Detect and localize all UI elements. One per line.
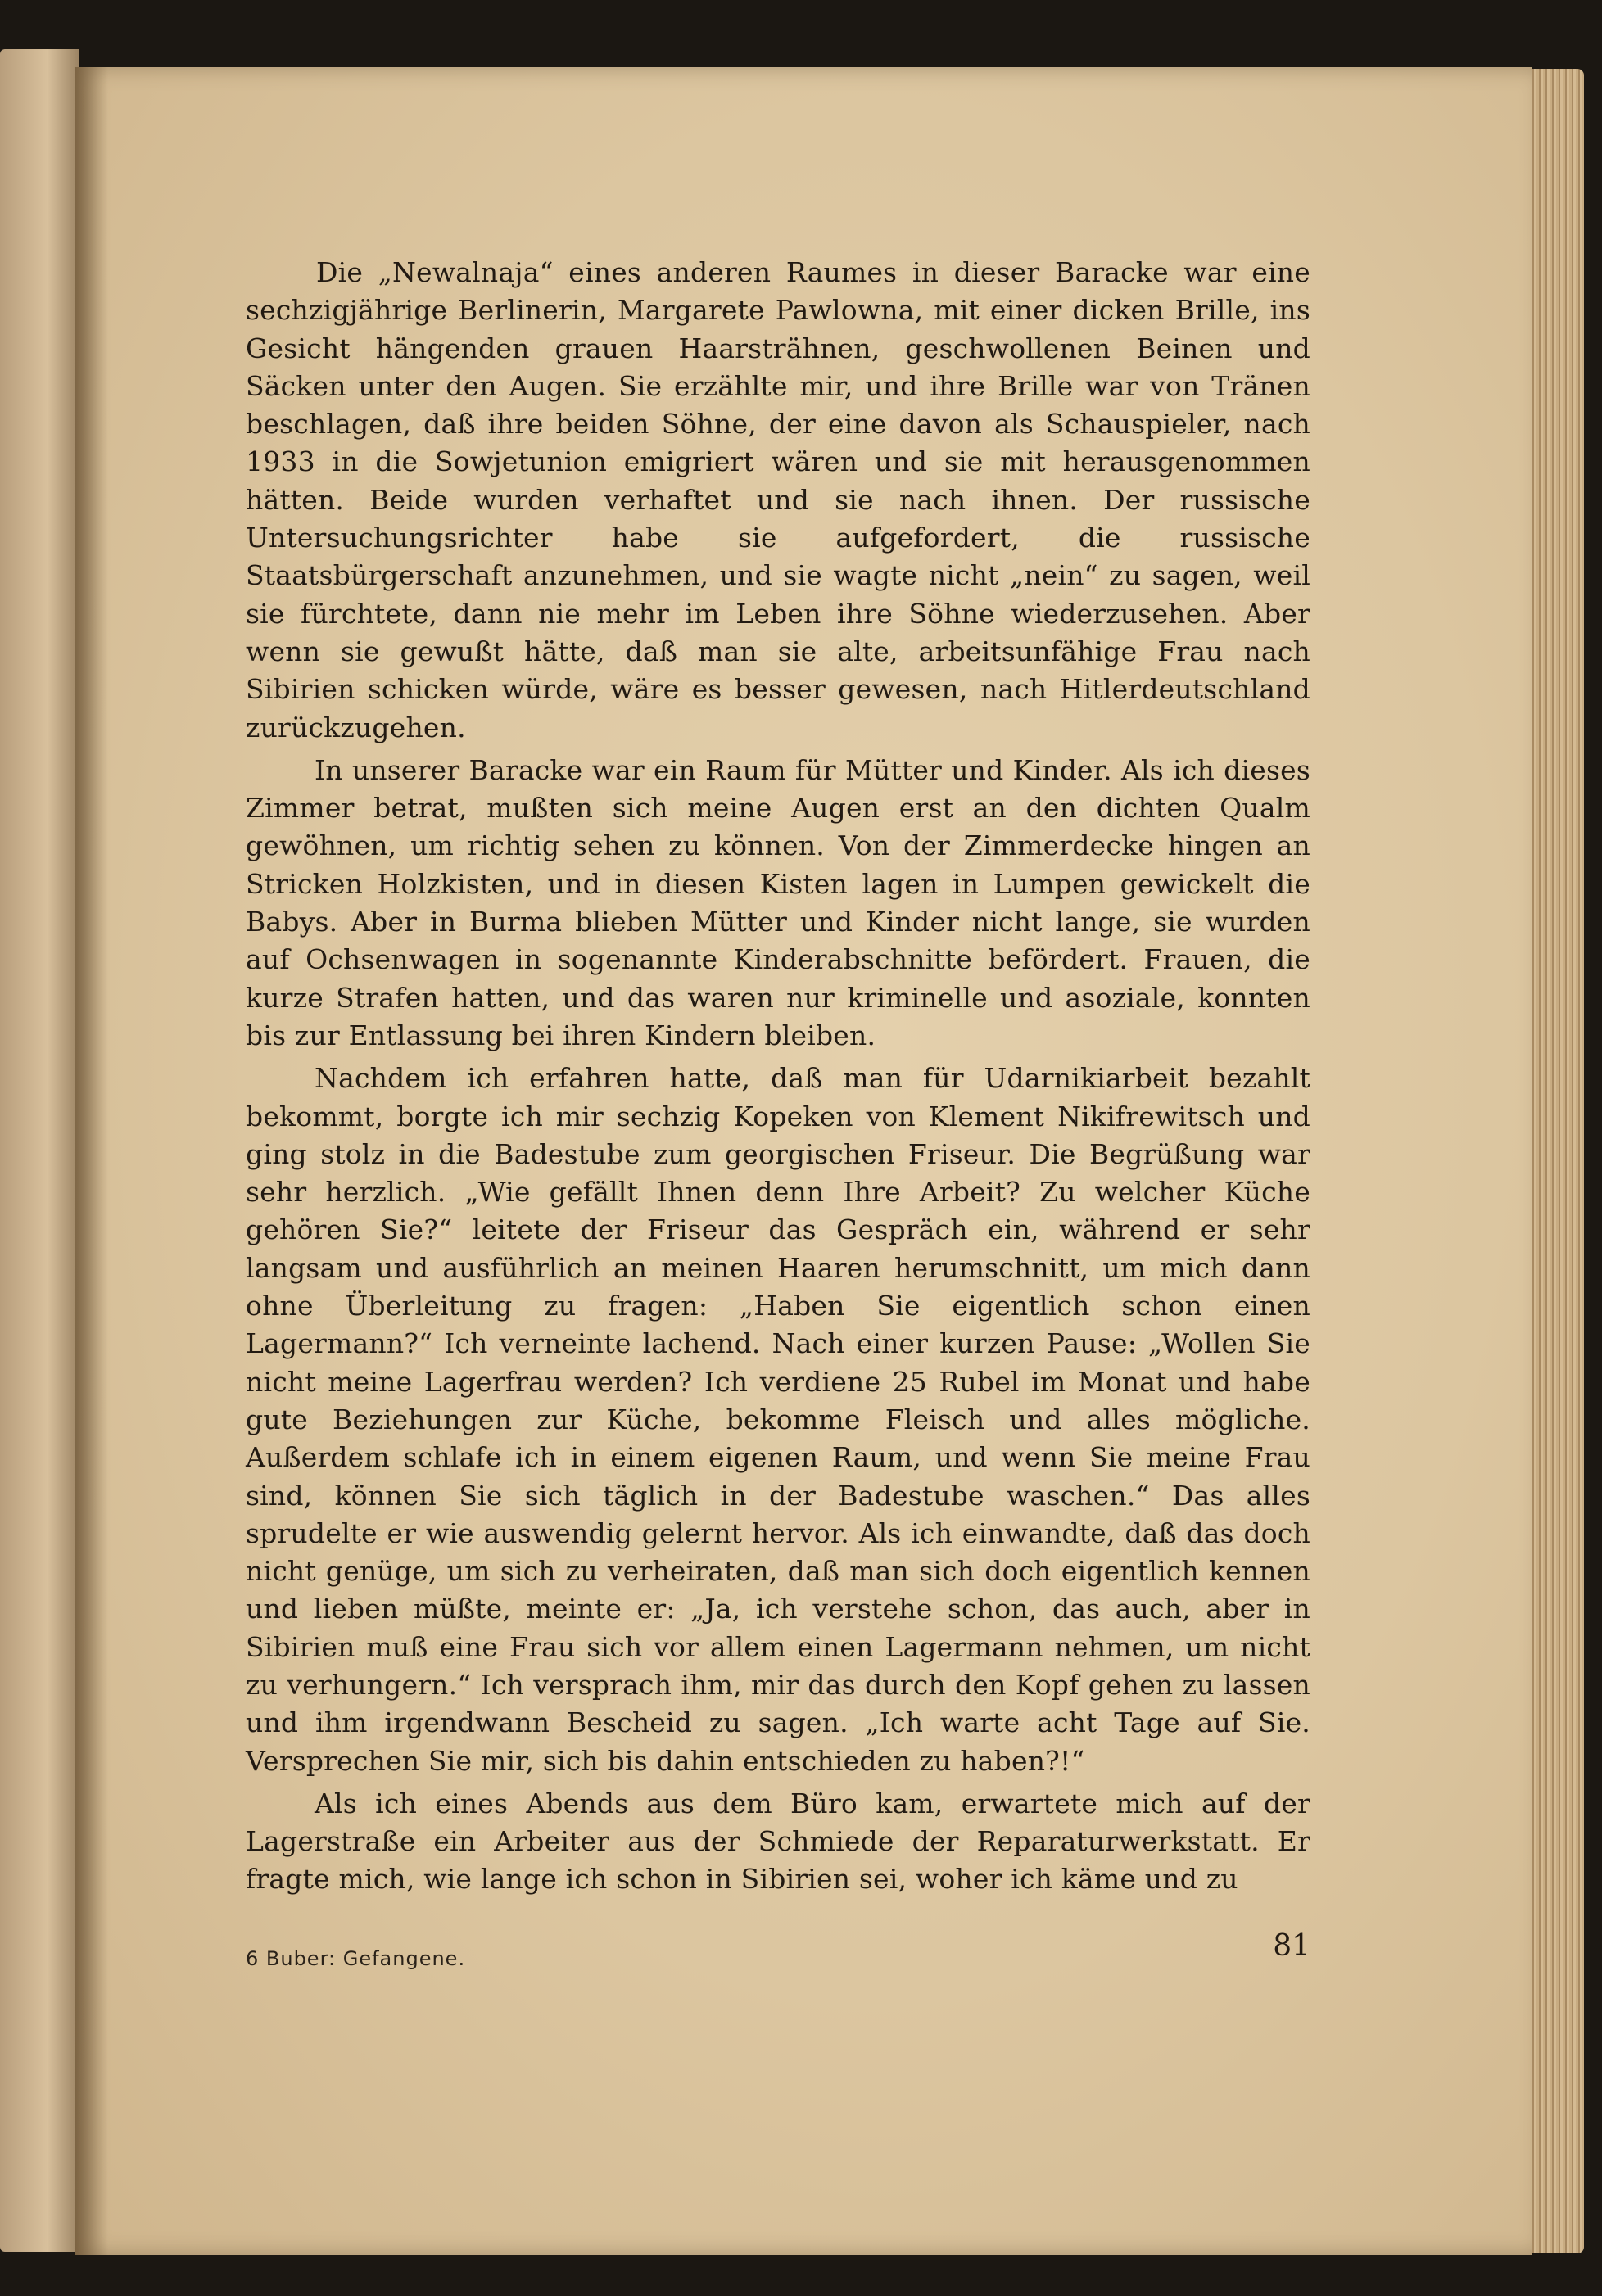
facing-page-edge [0, 49, 79, 2252]
paragraph: Die „Newalnaja“ eines anderen Raumes in dieser Baracke war eine sechzigjährige Berlinerin, Margarete Pawlowna, mit einer dicken Brille, ins Gesicht hängenden grauen Haarsträhnen, geschwollenen Beinen und Säcken unter den Augen. Sie erzählte mir, und ihre Brille war von Tränen beschlagen, daß ihre beiden Söhne, der eine davon als Schauspieler, nach 1933 in die Sowjetunion emigriert wären und sie mit herausgenommen hätten. Beide wurden verhaftet und sie nach ihnen. Der russische Untersuchungsrichter habe sie aufgefordert, die russische Staatsbürgerschaft anzunehmen, und sie wagte nicht „nein“ zu sagen, weil sie fürchtete, dann nie mehr im Leben ihre Söhne wiederzusehen. Aber wenn sie gewußt hätte, daß man sie alte, arbeitsunfähige Frau nach Sibirien schicken würde, wäre es besser gewesen, nach Hitlerdeutschland zurückzugehen. [246, 256, 1310, 743]
paragraph: Nachdem ich erfahren hatte, daß man für Udarnikiarbeit bezahlt bekommt, borgte ich mir sechzig Kopeken von Klement Nikifrewitsch und ging stolz in die Badestube zum georgischen Friseur. Die Begrüßung war sehr herzlich. „Wie gefällt Ihnen denn Ihre Arbeit? Zu welcher Küche gehören Sie?“ leitete der Friseur das Gespräch ein, während er sehr langsam und ausführlich an meinen Haaren herumschnitt, um mich dann ohne Überleitung zu fragen: „Haben Sie eigentlich schon einen Lagermann?“ Ich verneinte lachend. Nach einer kurzen Pause: „Wollen Sie nicht meine Lagerfrau werden? Ich verdiene 25 Rubel im Monat und habe gute Beziehungen zur Küche, bekomme Fleisch und alles mögliche. Außerdem schlafe ich in einem eigenen Raum, und wenn Sie meine Frau sind, können Sie sich täglich in der Badestube waschen.“ Das alles sprudelte er wie auswendig gelernt hervor. Als ich einwandte, daß das doch nicht genüge, um sich zu verheiraten, daß man sich doch eigentlich kennen und lieben müßte, meinte er: „Ja, ich verstehe schon, das auch, aber in Sibirien muß eine Frau sich vor allem einen Lagermann nehmen, um nicht zu verhungern.“ Ich versprach ihm, mir das durch den Kopf gehen zu lassen und ihm irgendwann Bescheid zu sagen. „Ich warte acht Tage auf Sie. Versprechen Sie mir, sich bis dahin entschieden zu haben?!“ [246, 1062, 1310, 1777]
paragraph: Als ich eines Abends aus dem Büro kam, erwartete mich auf der Lagerstraße ein Arbeiter aus der Schmiede der Reparaturwerkstatt. Er fragte mich, wie lange ich schon in Sibirien sei, woher ich käme und zu [246, 1787, 1310, 1896]
printer-signature: 6 Buber: Gefangene. [246, 1947, 466, 1970]
body-text [246, 254, 1310, 1904]
page-gutter-shadow [75, 67, 108, 2255]
paragraph: In unserer Baracke war ein Raum für Mütter und Kinder. Als ich dieses Zimmer betrat, mußten sich meine Augen erst an den dichten Qualm gewöhnen, um richtig sehen zu können. Von der Zimmerdecke hingen an Stricken Holzkisten, und in diesen Kisten lagen in Lumpen gewickelt die Babys. Aber in Burma blieben Mütter und Kinder nicht lange, sie wurden auf Ochsenwagen in sogenannte Kinderabschnitte befördert. Frauen, die kurze Strafen hatten, und das waren nur kriminelle und asoziale, konnten bis zur Entlassung bei ihren Kindern bleiben. [246, 753, 1310, 1051]
page-footer [246, 1929, 1310, 1970]
page-number: 81 [1273, 1929, 1310, 1963]
page-stack-edge [1523, 69, 1584, 2253]
